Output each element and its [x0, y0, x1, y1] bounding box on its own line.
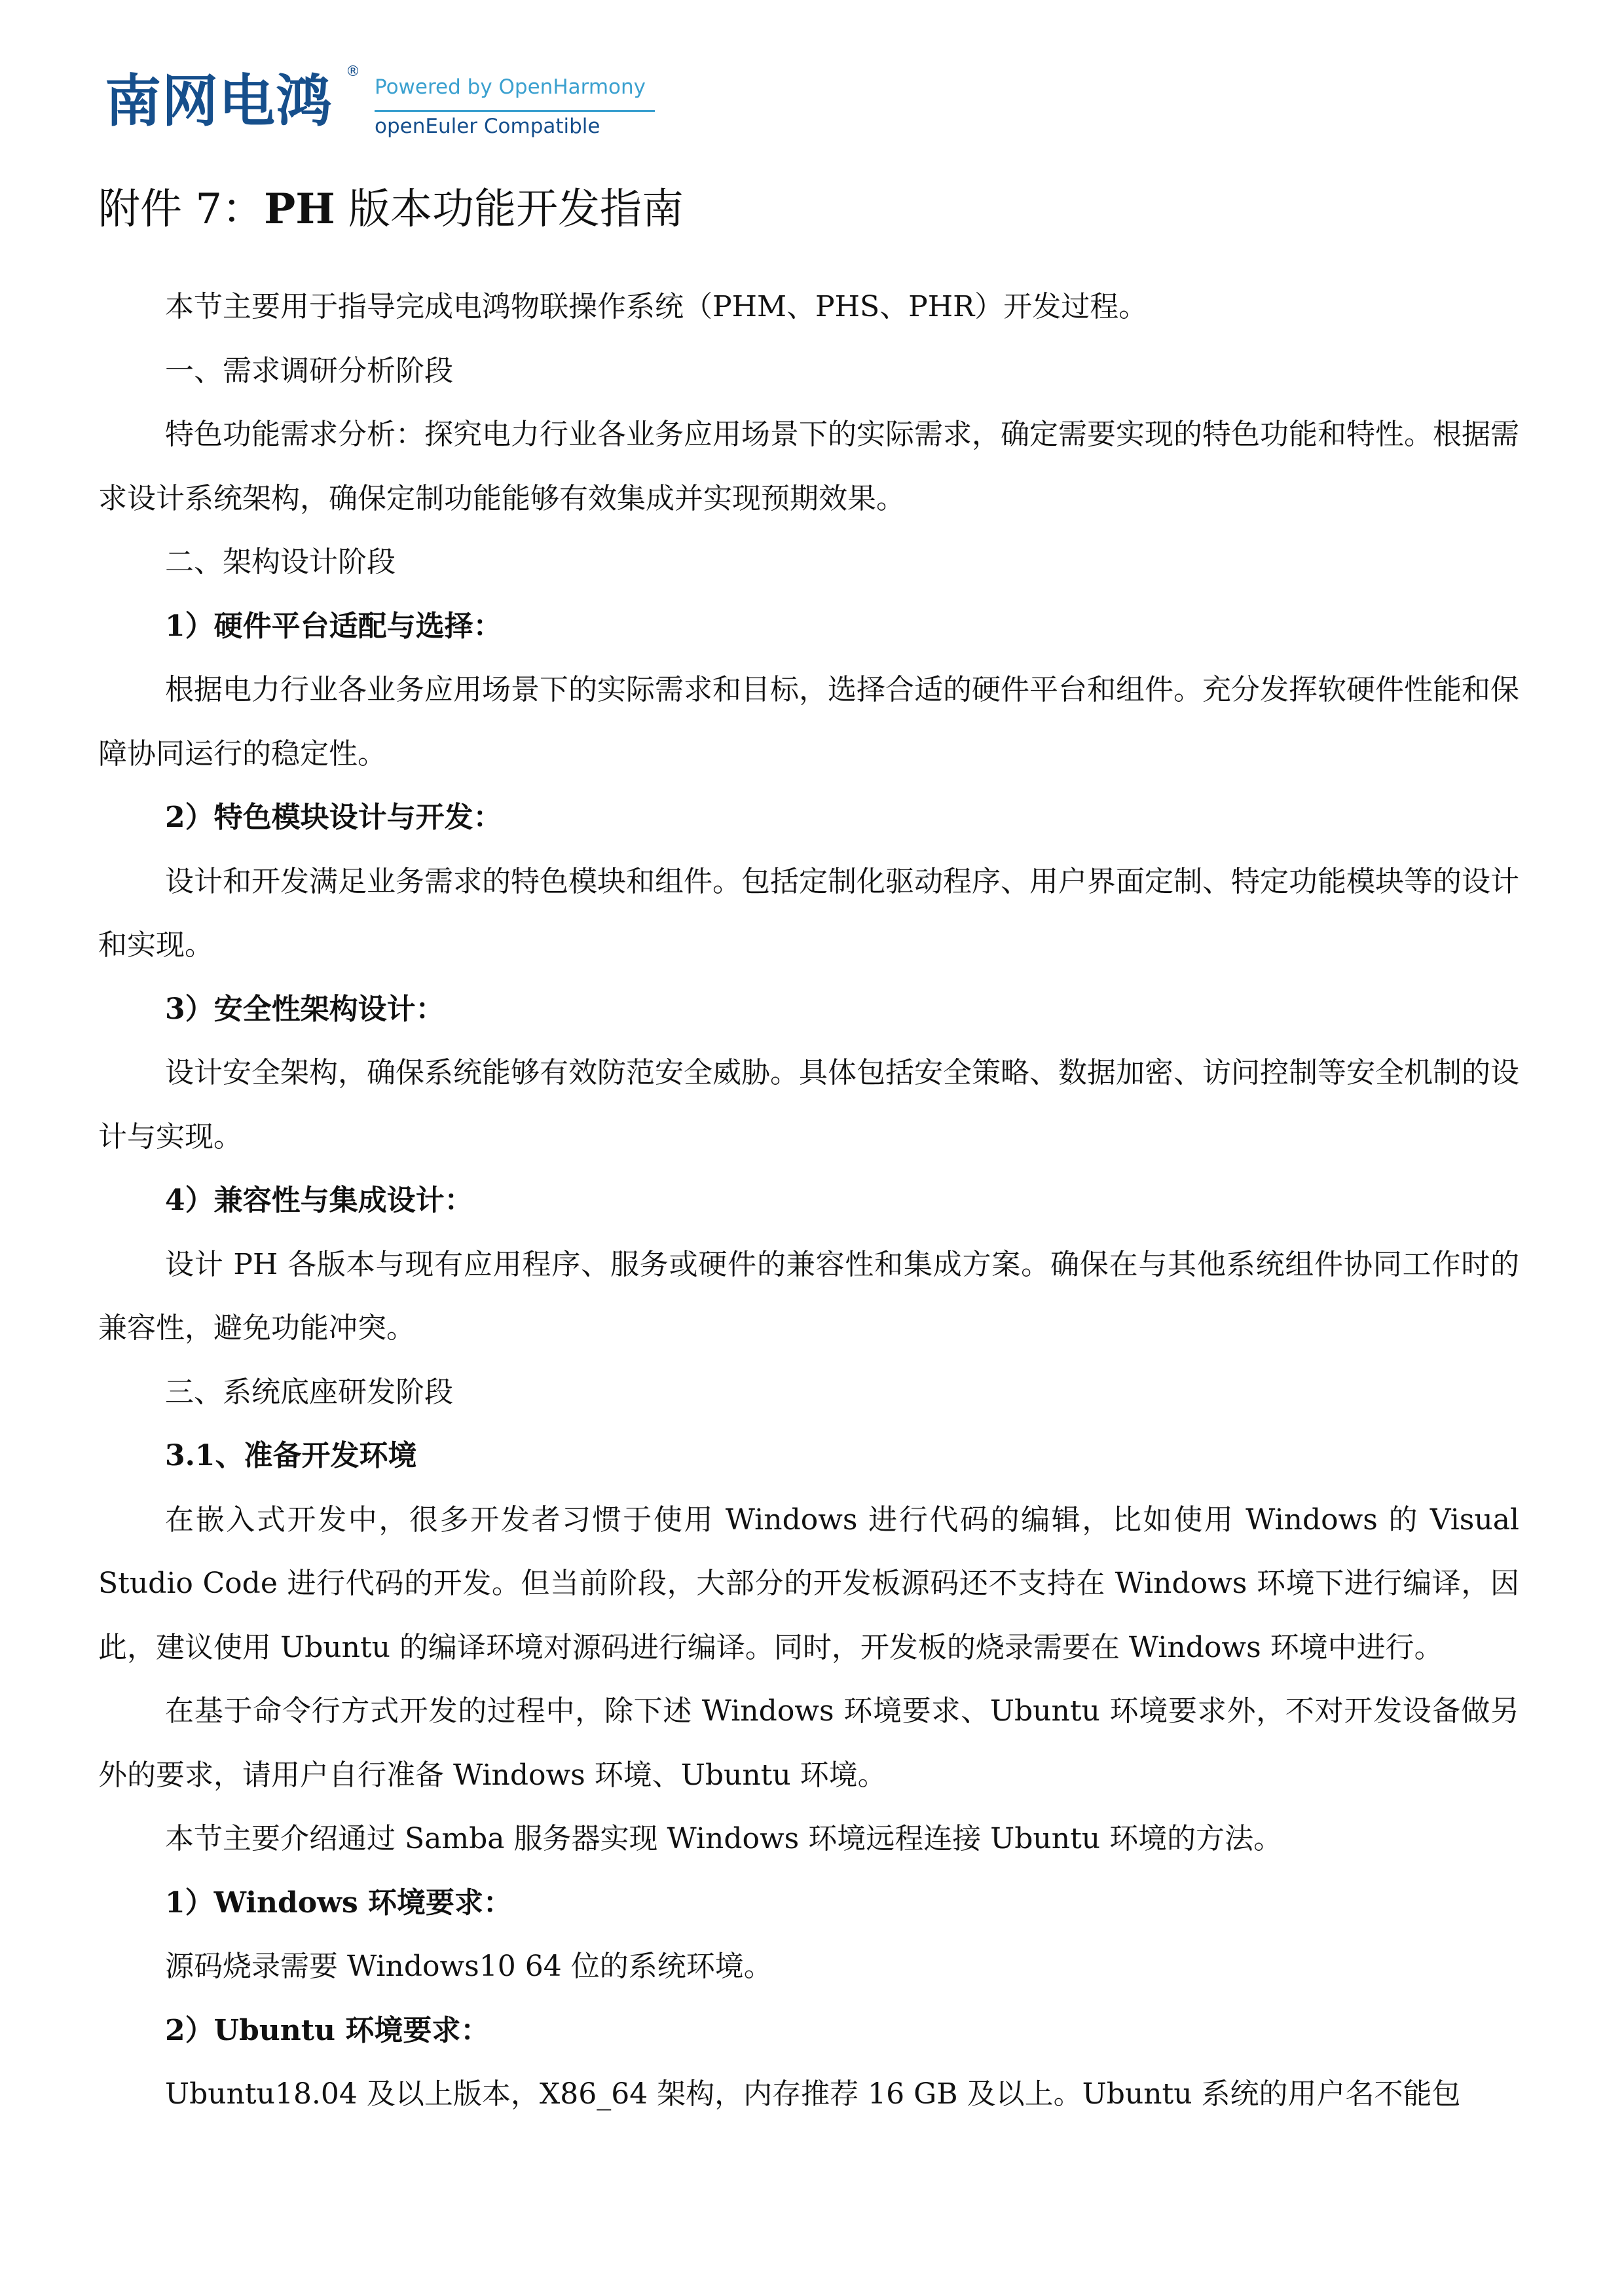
subsection-heading: 2）Ubuntu 环境要求： — [165, 2013, 490, 2047]
subsection-heading: 2）特色模块设计与开发： — [165, 801, 502, 834]
document-body — [98, 275, 1519, 2126]
subsection-heading: 4）兼容性与集成设计： — [165, 1184, 473, 1217]
paragraph: 在嵌入式开发中，很多开发者习惯于使用 Windows 进行代码的编辑，比如使用 Windows 的 Visual Studio Code 进行代码的开发。但当前阶段，大部分的开发板源码还不支持在 Windows 环境下进行编译，因此，建议使用 Ubuntu 的编译环境对源码进行编译。同时，开发板的烧录需要在 Windows 环境中进行。 — [98, 1503, 1519, 1664]
paragraph: 根据电力行业各业务应用场景下的实际需求和目标，选择合适的硬件平台和组件。充分发挥软硬件性能和保障协同运行的稳定性。 — [98, 673, 1519, 771]
title-bold: PH — [264, 185, 335, 234]
subsection-heading: 3）安全性架构设计： — [165, 992, 445, 1026]
logo-divider — [375, 110, 655, 112]
section-heading: 三、系统底座研发阶段 — [165, 1375, 453, 1409]
logo-chinese-name: 南网电鸿 — [105, 69, 333, 134]
paragraph: 源码烧录需要 Windows10 64 位的系统环境。 — [165, 1950, 773, 1983]
title-prefix: 附件 7： — [98, 185, 265, 234]
paragraph: Ubuntu18.04 及以上版本，X86_64 架构，内存推荐 16 GB 及以上。Ubuntu 系统的用户名不能包 — [165, 2077, 1461, 2111]
subsection-heading: 1）硬件平台适配与选择： — [165, 609, 502, 643]
subsection-heading: 1）Windows 环境要求： — [165, 1886, 513, 1920]
paragraph: 特色功能需求分析：探究电力行业各业务应用场景下的实际需求，确定需要实现的特色功能和特性。根据需求设计系统架构，确保定制功能能够有效集成并实现预期效果。 — [98, 418, 1519, 515]
paragraph: 本节主要介绍通过 Samba 服务器实现 Windows 环境远程连接 Ubuntu 环境的方法。 — [165, 1822, 1283, 1855]
registered-mark: ® — [346, 64, 360, 80]
paragraph: 设计 PH 各版本与现有应用程序、服务或硬件的兼容性和集成方案。确保在与其他系统组件协同工作时的兼容性，避免功能冲突。 — [98, 1247, 1519, 1345]
logo-powered-by: Powered by OpenHarmony — [375, 75, 646, 99]
section-heading: 一、需求调研分析阶段 — [165, 354, 453, 388]
paragraph: 在基于命令行方式开发的过程中，除下述 Windows 环境要求、Ubuntu 环境要求外，不对开发设备做另外的要求，请用户自行准备 Windows 环境、Ubuntu 环境。 — [98, 1694, 1519, 1792]
paragraph: 设计和开发满足业务需求的特色模块和组件。包括定制化驱动程序、用户界面定制、特定功能模块等的设计和实现。 — [98, 864, 1519, 962]
title-suffix: 版本功能开发指南 — [335, 185, 684, 234]
subsection-heading: 3.1、准备开发环境 — [165, 1439, 417, 1472]
paragraph: 本节主要用于指导完成电鸿物联操作系统（PHM、PHS、PHR）开发过程。 — [165, 290, 1148, 323]
paragraph: 设计安全架构，确保系统能够有效防范安全威胁。具体包括安全策略、数据加密、访问控制等安全机制的设计与实现。 — [98, 1056, 1519, 1154]
section-heading: 二、架构设计阶段 — [165, 545, 396, 579]
logo-compatible: openEuler Compatible — [375, 115, 600, 138]
document-title — [98, 177, 684, 242]
